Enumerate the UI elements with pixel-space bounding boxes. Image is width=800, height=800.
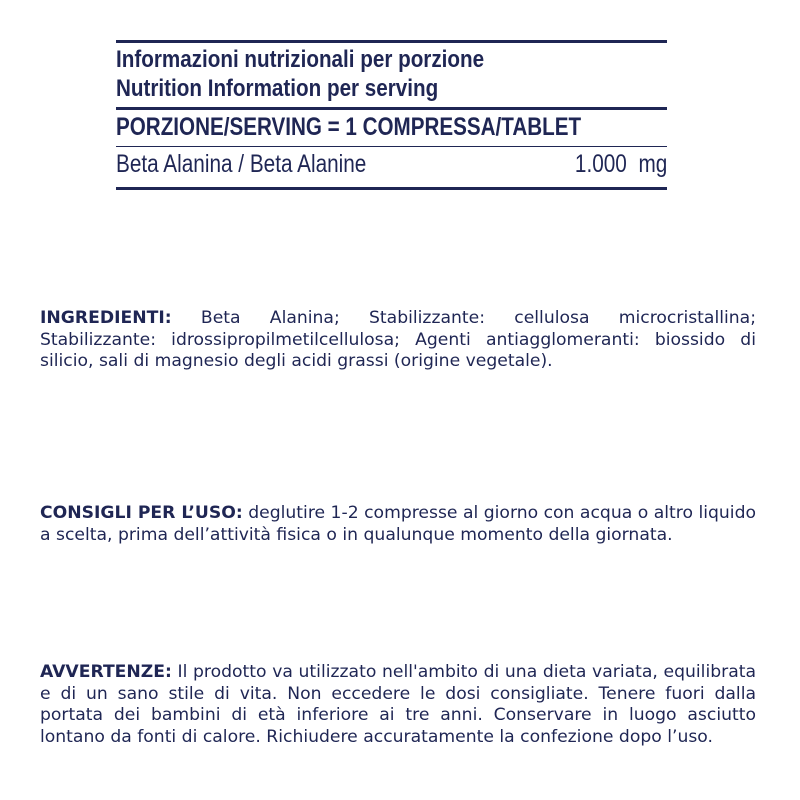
usage-label: CONSIGLI PER L’USO:: [40, 503, 243, 524]
ingredients-paragraph: [40, 308, 756, 373]
table-header-rule: [116, 107, 667, 110]
table-row: [116, 147, 667, 181]
warnings-label: AVVERTENZE:: [40, 662, 172, 683]
warnings-paragraph: [40, 662, 756, 748]
nutrient-amount: [575, 147, 667, 181]
usage-text: deglutire 1-2 compresse al giorno con acqua o altro liquido a scelta, prima dell’attività fisica o in qualunque momento della giornata.: [40, 503, 756, 545]
usage-paragraph: [40, 503, 756, 546]
nutrient-unit: mg: [638, 150, 667, 178]
nutrient-value: 1.000: [574, 150, 627, 178]
table-top-rule: [116, 40, 667, 43]
table-bottom-rule: [116, 187, 667, 190]
nutrition-title-italian: Informazioni nutrizionali per porzione: [116, 46, 485, 73]
nutrition-title-english: Nutrition Information per serving: [116, 75, 439, 102]
ingredients-text: Beta Alanina; Stabilizzante: cellulosa microcristallina; Stabilizzante: idrossipropilmetilcellulosa; Agenti antiagglomeranti: biossido di silicio, sali di magnesio degli acidi grassi (origine vegetale).: [40, 308, 756, 372]
serving-size: PORZIONE/SERVING = 1 COMPRESSA/TABLET: [116, 113, 582, 141]
nutrient-name: Beta Alanina / Beta Alanine: [116, 150, 367, 178]
nutrition-table: [116, 40, 667, 190]
warnings-text: Il prodotto va utilizzato nell'ambito di una dieta variata, equilibrata e di un sano stile di vita. Non eccedere le dosi consigliate. Tenere fuori dalla portata dei bambini di età inferiore ai tre anni. Conservare in luogo asciutto lontano da fonti di calore. Richiudere accuratamente la confezione dopo l’uso.: [40, 662, 756, 747]
ingredients-label: INGREDIENTI:: [40, 308, 172, 329]
